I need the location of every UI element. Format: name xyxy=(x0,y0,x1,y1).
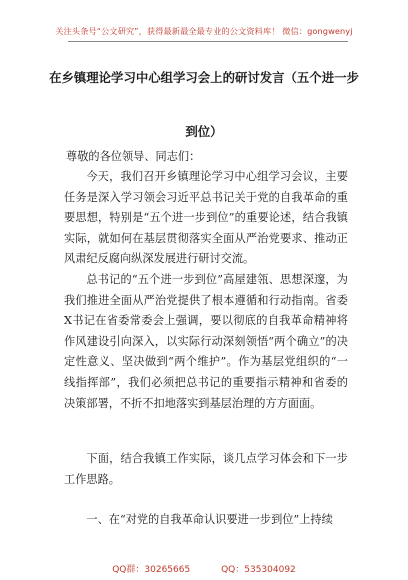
footer-qq: QQ：535304092 xyxy=(221,565,296,575)
paragraph: 一、在“对党的自我革命认识要进一步到位”上持续 xyxy=(86,513,333,526)
document-title-continuation: 到位） xyxy=(185,124,223,139)
paragraph: 总书记的“五个进一步到位”高屋建瓴、思想深邃，为我们推进全面从严治党提供了根本遵循和行动指南。省委X书记在省委常委会上强调，要以彻底的自我革命精神将作风建设引向深入，以实际行动深刻领悟“两个确立”的决定性意义、坚决做到“两个维护”。作为基层党组织的“一线指挥部”，我们必须把总书记的重要指示精神和省委的决策部署，不折不扣地落实到基层治理的方方面面。 xyxy=(64,273,348,410)
footer-qq-group: QQ群：30265665 xyxy=(112,565,191,575)
document-title: 在乡镇理论学习中心组学习会上的研讨发言（五个进一步 xyxy=(49,70,359,85)
salutation: 尊敬的各位领导、同志们： xyxy=(66,150,201,163)
header-divider xyxy=(68,41,348,42)
paragraph: 下面，结合我镇工作实际，谈几点学习体会和下一步工作思路。 xyxy=(64,452,348,486)
paragraph: 今天，我们召开乡镇理论学习中心组学习会议，主要任务是深入学习领会习近平总书记关于党的自我革命的重要思想，特别是“五个进一步到位”的重要论述，结合我镇实际，就如何在基层贯彻落实全面从严治党要求、推动正风肃纪反腐向纵深发展进行研讨交流。 xyxy=(64,170,348,266)
footer xyxy=(0,562,408,575)
header-banner: 关注头条号“公文研究”，获得最新最全最专业的公文资料库！ 微信：gongwenyj xyxy=(55,26,353,36)
